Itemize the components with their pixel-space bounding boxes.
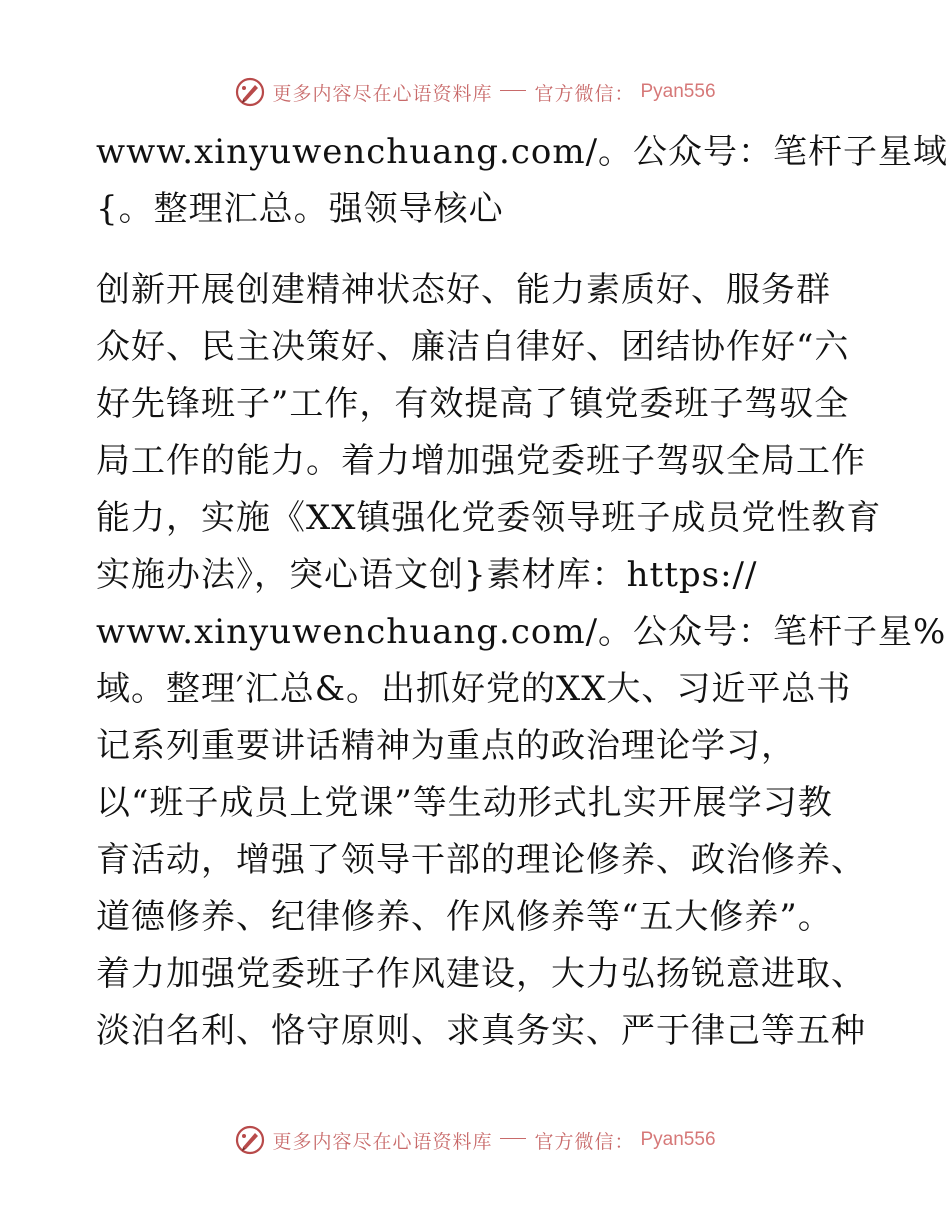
header-banner-suffix: 官方微信： — [534, 82, 635, 105]
footer-banner-text: 更多内容尽在心语资料库 — [272, 1130, 493, 1153]
text-line: 着力加强党委班子作风建设，大力弘扬锐意进取、 — [96, 954, 866, 994]
header-banner-id: Pyan556 — [640, 81, 716, 102]
text-line: 淡泊名利、恪守原则、求真务实、严于律己等五种 — [96, 1011, 866, 1051]
paragraph-gap — [96, 238, 866, 262]
text-line: 众好、民主决策好、廉洁自律好、团结协作好“六 — [96, 327, 850, 367]
text-line: 以“班子成员上党课”等生动形式扎实开展学习教 — [96, 783, 833, 823]
text-line: 道德修养、纪律修养、作风修养等“五大修养”。 — [96, 897, 833, 937]
pen-logo-icon — [234, 1124, 266, 1156]
header-banner-dash — [500, 90, 526, 91]
text-line: www.xinyuwenchuang.com/。公众号：笔杆子星域 — [96, 132, 949, 172]
text-line: 记系列重要讲话精神为重点的政治理论学习， — [96, 726, 796, 766]
footer-banner-inner — [234, 1124, 715, 1156]
text-line: www.xinyuwenchuang.com/。公众号：笔杆子星% — [96, 612, 947, 652]
text-line: 育活动，增强了领导干部的理论修养、政治修养、 — [96, 840, 866, 880]
text-line: 好先锋班子”工作，有效提高了镇党委班子驾驭全 — [96, 384, 850, 424]
text-line: 创新开展创建精神状态好、能力素质好、服务群 — [96, 270, 831, 310]
text-line: 局工作的能力。着力增加强党委班子驾驭全局工作 — [96, 441, 866, 481]
text-line: 域。整理′汇总&。出抓好党的XX大、习近平总书 — [96, 669, 852, 709]
document-body — [96, 124, 949, 1060]
footer-banner-id: Pyan556 — [640, 1129, 716, 1150]
text-line: 能力，实施《XX镇强化党委领导班子成员党性教育 — [96, 498, 882, 538]
footer-banner-suffix: 官方微信： — [534, 1130, 635, 1153]
footer-banner — [0, 1120, 950, 1160]
header-banner — [0, 72, 950, 112]
text-line: 实施办法》，突心语文创}素材库：https:// — [96, 555, 758, 595]
header-banner-text: 更多内容尽在心语资料库 — [272, 82, 493, 105]
header-banner-inner — [234, 76, 715, 108]
pen-logo-icon — [234, 76, 266, 108]
footer-banner-dash — [500, 1138, 526, 1139]
text-line: {。整理汇总。强领导核心 — [96, 189, 504, 229]
